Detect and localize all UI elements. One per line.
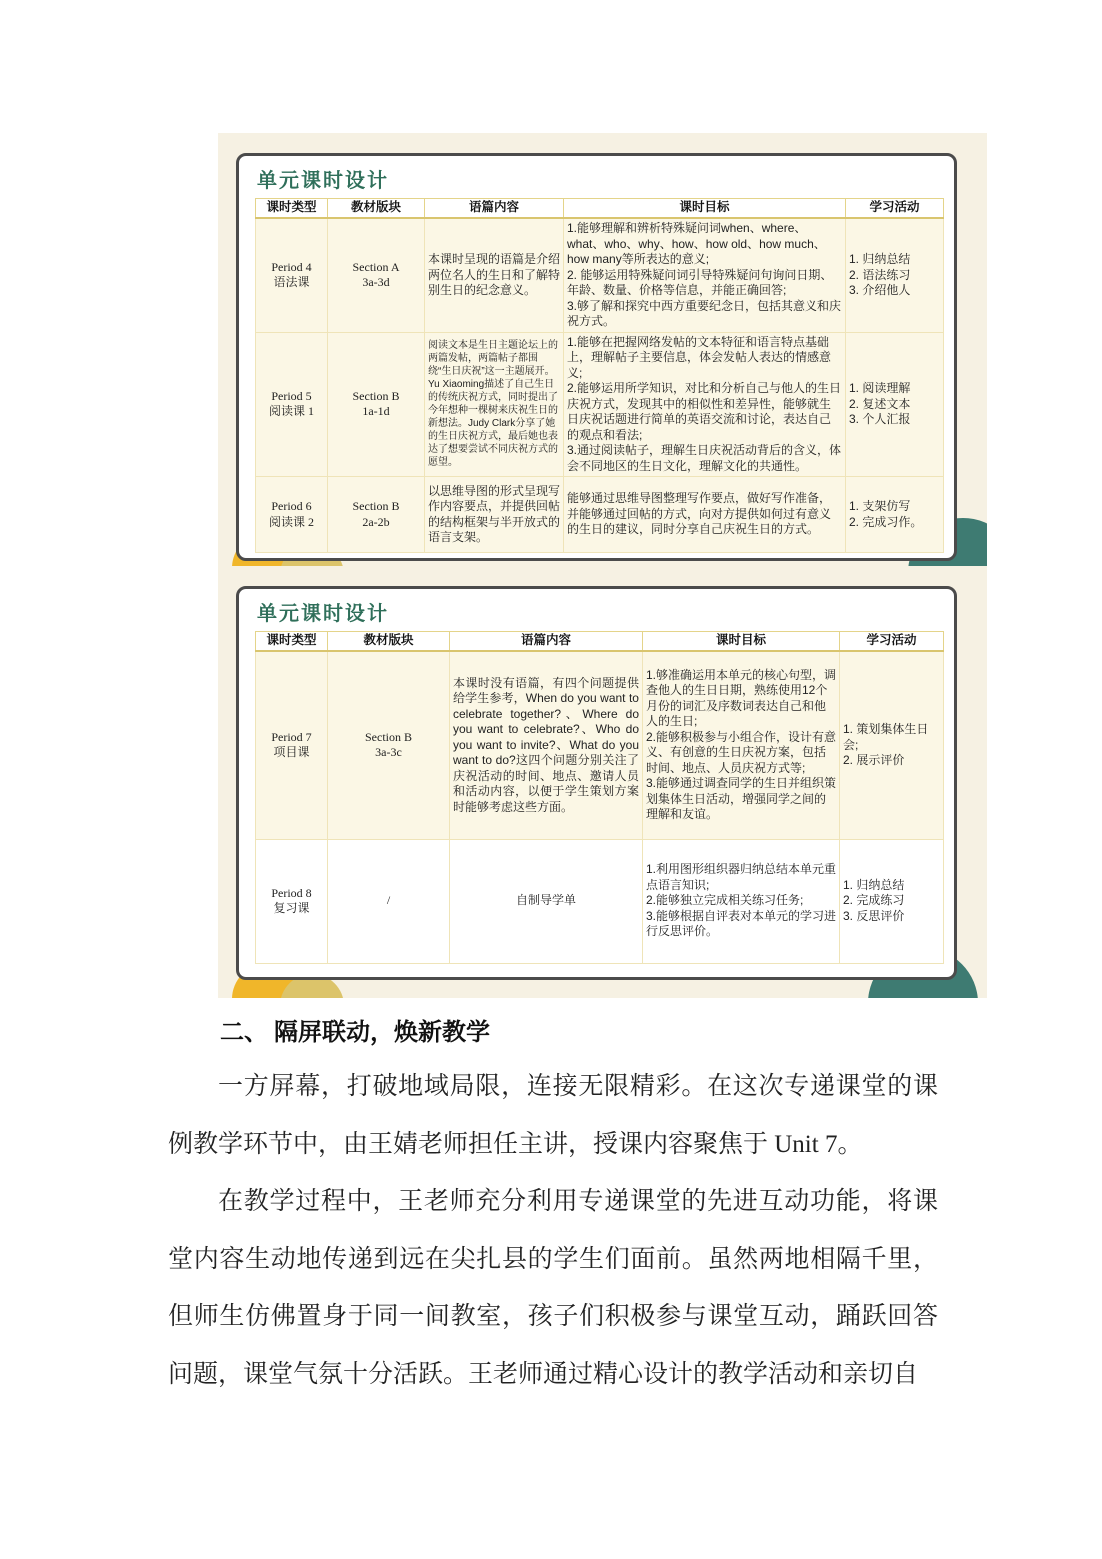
goal-item: 3.通过阅读帖子，理解生日庆祝活动背后的含义，体会不同地区的生日文化，理解文化的共通性。 — [567, 443, 842, 473]
lesson-table — [255, 198, 944, 553]
body-paragraph: 在教学过程中，王老师充分利用专递课堂的先进互动功能，将课堂内容生动地传递到远在尖扎县的学生们面前。虽然两地相隔千里，但师生仿佛置身于同一间教室，孩子们积极参与课堂互动，踊跃回答问题，课堂气氛十分活跃。王老师通过精心设计的教学活动和亲切自 — [168, 1188, 938, 1388]
section-name: / — [386, 893, 391, 908]
goals-cell — [643, 651, 840, 839]
activity-item: 2. 语法练习 — [849, 267, 911, 282]
activity-item: 3. 介绍他人 — [849, 283, 911, 297]
goals-cell — [564, 477, 846, 553]
activities-cell — [846, 332, 944, 477]
activity-item: 2. 展示评价 — [843, 753, 905, 767]
period-type: 项目课 — [273, 745, 310, 760]
section-range: 1a-1d — [362, 404, 390, 419]
period-cell — [256, 651, 328, 839]
period-cell — [256, 332, 328, 477]
section-cell — [328, 218, 425, 332]
section-cell — [328, 839, 450, 963]
content-cell: 以思维导图的形式呈现写作内容要点，并提供回帖的结构框架与半开放式的语言支架。 — [425, 477, 564, 553]
goal-item: 1.够准确运用本单元的核心句型，调查他人的生日日期，熟练使用12个月份的词汇及序数词表达自己和他人的生日; — [646, 667, 837, 729]
card-title: 单元课时设计 — [257, 603, 389, 625]
activities-cell — [840, 839, 944, 963]
goal-item: 2. 能够运用特殊疑问词引导特殊疑问句询问日期、年龄、数量、价格等信息，并能正确回答; — [567, 267, 833, 297]
section-name: Section B — [352, 388, 400, 403]
slide-image-1 — [218, 133, 987, 566]
header-cell: 学习活动 — [846, 199, 944, 219]
table-header-row — [256, 199, 944, 219]
goal-item: 能够通过思维导图整理写作要点，做好写作准备，并能够通过回帖的方式，向对方提供如何过有意义的生日的建议，同时分享自己庆祝生日的方式。 — [567, 491, 832, 537]
header-cell: 教材版块 — [328, 632, 450, 652]
goal-item: 1.能够理解和辨析特殊疑问词when、where、what、who、why、how、how old、how much、how many等所表达的意义; — [567, 221, 826, 266]
activity-item: 2. 完成练习 — [843, 893, 905, 908]
table-row — [256, 218, 944, 332]
goal-item: 2.能够独立完成相关练习任务; — [646, 893, 804, 908]
section-range: 2a-2b — [362, 514, 390, 529]
period-cell — [256, 839, 328, 963]
activity-item: 2. 复述文本 — [849, 396, 911, 411]
goals-cell — [564, 332, 846, 477]
period-name: Period 8 — [271, 885, 312, 900]
section-name: Section A — [352, 259, 400, 274]
section-cell — [328, 477, 425, 553]
period-type: 阅读课 1 — [268, 404, 314, 419]
table-header-row — [256, 632, 944, 652]
activities-cell — [840, 651, 944, 839]
section-heading: 二、 隔屏联动，焕新教学 — [220, 1020, 490, 1046]
header-cell: 学习活动 — [840, 632, 944, 652]
lesson-table — [255, 631, 944, 964]
period-name: Period 5 — [271, 388, 312, 403]
table-row — [256, 651, 944, 839]
activity-item: 1. 策划集体生日会; — [843, 722, 929, 752]
goal-item: 3.能够根据自评表对本单元的学习进行反思评价。 — [646, 908, 837, 939]
goal-item: 1.能够在把握网络发帖的文本特征和语言特点基础上，理解帖子主要信息，体会发帖人表达的情感意义; — [567, 334, 832, 380]
period-name: Period 4 — [271, 259, 312, 274]
period-type: 语法课 — [273, 275, 310, 290]
table-row — [256, 477, 944, 553]
header-cell: 课时类型 — [256, 632, 328, 652]
card-title: 单元课时设计 — [257, 170, 389, 192]
content-cell: 阅读文本是生日主题论坛上的两篇发帖，两篇帖子都围绕“生日庆祝”这一主题展开。Yu Xiaoming描述了自己生日的传统庆祝方式，同时提出了今年想种一棵树来庆祝生日的新想法。Judy Clark分享了她的生日庆祝方式，最后她也表达了想要尝试不同庆祝方式的愿望。 — [425, 332, 564, 477]
period-cell — [256, 477, 328, 553]
section-range: 3a-3d — [362, 275, 390, 290]
activity-item: 1. 归纳总结 — [849, 252, 911, 266]
activity-item: 1. 阅读理解 — [849, 381, 911, 395]
goal-item: 3.够了解和探究中西方重要纪念日，包括其意义和庆祝方式。 — [567, 298, 842, 328]
content-cell: 本课时没有语篇，有四个问题提供给学生参考，When do you want to celebrate together?、Where do you want to celebrate?、Who do you want to invite?、What do you want to do?这四个问题分别关注了庆祝活动的时间、地点、邀请人员和活动内容，以便于学生策划方案时能够考虑这些方面。 — [450, 651, 643, 839]
section-cell — [328, 651, 450, 839]
slide-image-2 — [218, 566, 987, 998]
goal-item: 2.能够积极参与小组合作，设计有意义、有创意的生日庆祝方案，包括时间、地点、人员庆祝方式等; — [646, 729, 837, 775]
section-cell — [328, 332, 425, 477]
header-cell: 课时类型 — [256, 199, 328, 219]
activity-item: 3. 反思评价 — [843, 908, 905, 923]
activity-item: 2. 完成习作。 — [849, 514, 923, 529]
period-name: Period 7 — [271, 729, 312, 744]
header-cell: 语篇内容 — [425, 199, 564, 219]
section-range: 3a-3c — [375, 745, 402, 760]
activities-cell — [846, 477, 944, 553]
goal-item: 2.能够运用所学知识，对比和分析自己与他人的生日庆祝方式，发现其中的相似性和差异性，能够就生日庆祝话题进行简单的英语交流和讨论，表达自己的观点和看法; — [567, 381, 842, 442]
content-cell: 本课时呈现的语篇是介绍两位名人的生日和了解特别生日的纪念意义。 — [425, 218, 564, 332]
table-row — [256, 839, 944, 963]
period-cell — [256, 218, 328, 332]
goals-cell — [643, 839, 840, 963]
lesson-design-card — [236, 153, 957, 561]
header-cell: 语篇内容 — [450, 632, 643, 652]
content-cell: 自制导学单 — [450, 839, 643, 963]
goals-cell — [564, 218, 846, 332]
activity-item: 1. 支架仿写 — [849, 499, 911, 513]
period-name: Period 6 — [271, 499, 312, 513]
period-type: 复习课 — [273, 901, 310, 915]
body-paragraph: 一方屏幕，打破地域局限，连接无限精彩。在这次专递课堂的课例教学环节中，由王婧老师担任主讲，授课内容聚焦于 Unit 7。 — [168, 1073, 938, 1158]
goal-item: 1.利用图形组织器归纳总结本单元重点语言知识; — [646, 862, 837, 892]
activity-item: 1. 归纳总结 — [843, 877, 905, 892]
section-name: Section B — [352, 499, 400, 513]
table-row — [256, 332, 944, 477]
activities-cell — [846, 218, 944, 332]
header-cell: 教材版块 — [328, 199, 425, 219]
activity-item: 3. 个人汇报 — [849, 412, 911, 426]
lesson-design-card — [236, 586, 957, 980]
header-cell: 课时目标 — [643, 632, 840, 652]
header-cell: 课时目标 — [564, 199, 846, 219]
goal-item: 3.能够通过调查同学的生日并组织策划集体生日活动，增强同学之间的理解和友谊。 — [646, 776, 837, 822]
period-type: 阅读课 2 — [268, 514, 314, 529]
section-name: Section B — [365, 729, 412, 744]
